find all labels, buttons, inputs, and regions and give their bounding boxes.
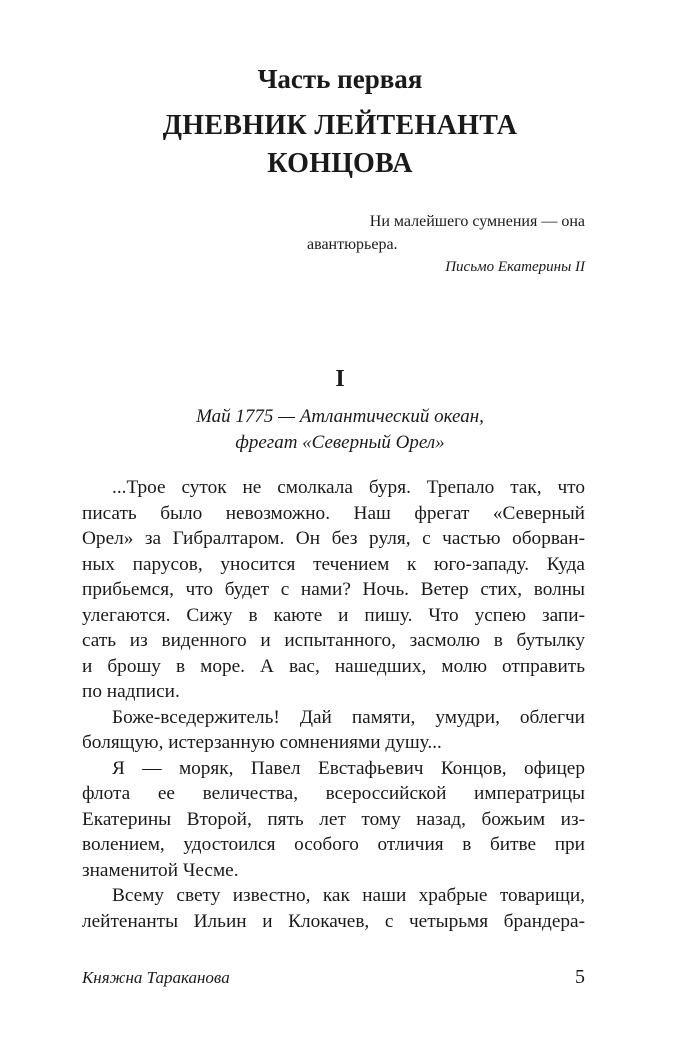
text-line: волением, удостоился особого отличия в битве при [82, 834, 585, 855]
epigraph [300, 210, 585, 278]
text-line: знаменитой Чесме. [82, 859, 239, 881]
text-line: Екатерины Второй, пять лет тому назад, божьим из- [82, 808, 585, 830]
text-line: и брошу в море. А вас, нашедших, молю отправить [82, 655, 585, 677]
text-line: Всему свету известно, как наши храбрые товарищи, [112, 885, 585, 906]
text-line: улегаются. Сижу в каюте и пишу. Что успею запи- [82, 604, 585, 626]
text-line: ных парусов, уносится течением к юго-западу. Куда [82, 553, 585, 575]
text-line: Орел» за Гибралтаром. Он без руля, с частью оборван- [82, 528, 585, 549]
chapter-number: I [335, 366, 345, 392]
epigraph-line: Ни малейшего сумнения — она [369, 213, 585, 230]
text-line: флота ее величества, всероссийской императрицы [82, 783, 585, 804]
epigraph-source: Письмо Екатерины II [445, 259, 585, 275]
chapter-subtitle-line: фрегат «Северный Орел» [235, 432, 445, 453]
epigraph-line: авантюрьера. [307, 236, 398, 253]
text-line: писать было невозможно. Наш фрегат «Северный [82, 502, 585, 524]
text-line: лейтенанты Ильин и Клокачев, с четырьмя брандера- [82, 910, 585, 932]
body-text [82, 475, 585, 934]
text-line: болящую, истерзанную сомнениями душу... [82, 732, 442, 753]
page-number: 5 [575, 966, 585, 988]
title-line: ДНЕВНИК ЛЕЙТЕНАНТА [162, 110, 518, 141]
title-line: КОНЦОВА [267, 148, 413, 179]
text-line: Боже-вседержитель! Дай памяти, умудри, облегчи [112, 706, 585, 728]
text-line: по надписи. [82, 681, 180, 702]
text-line: Я — моряк, Павел Евстафьевич Концов, офицер [112, 757, 585, 779]
chapter-subtitle-line: Май 1775 — Атлантический океан, [196, 406, 484, 427]
chapter-subtitle [0, 404, 680, 456]
text-line: ...Трое суток не смолкала буря. Трепало так, что [112, 477, 585, 498]
part-label: Часть первая [257, 64, 423, 94]
text-line: прибьемся, что будет с нами? Ночь. Ветер стих, волны [82, 579, 585, 600]
text-line: сать из виденного и испытанного, засмолю в бутылку [82, 630, 585, 651]
page-title [0, 107, 680, 183]
running-title: Княжна Тараканова [82, 968, 230, 987]
